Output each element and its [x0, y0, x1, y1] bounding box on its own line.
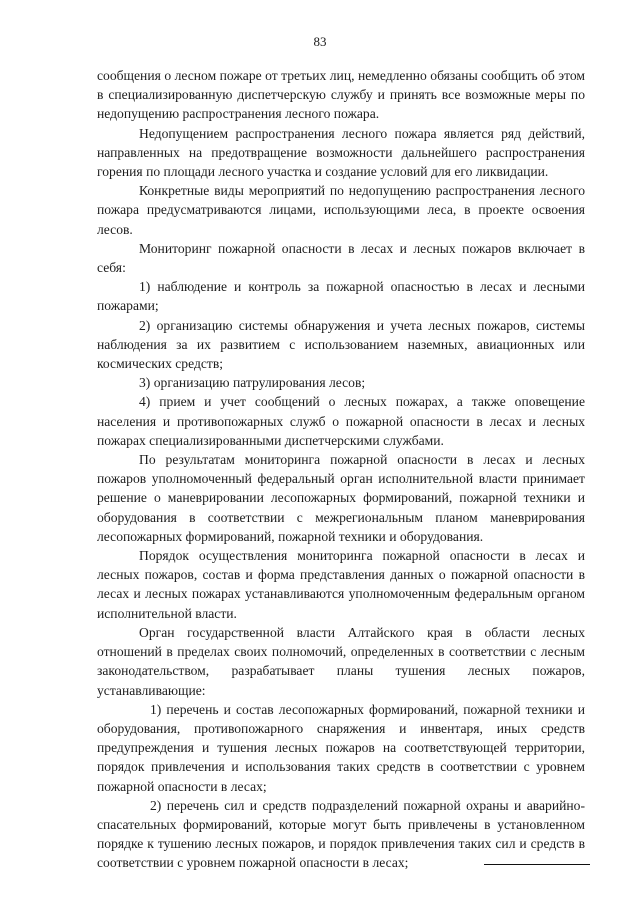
footer-rule: [484, 864, 590, 865]
list-item-monitoring-4: 4) прием и учет сообщений о лесных пожарах, а также оповещение населения и противопожарных служб о пожарной опасности в лесах и лесных пожарах специализированными диспетчерскими службами.: [97, 394, 585, 448]
list-item-plans-2: 2) перечень сил и средств подразделений пожарной охраны и аварийно-спасательных формирований, которые могут быть привлечены в установленном порядке к тушению лесных пожаров, и порядок привлечения таких сил и средств в соответствии с уровнем пожарной опасности в лесах;: [97, 797, 585, 871]
paragraph-fire-spread-prevention: Недопущением распространения лесного пожара является ряд действий, направленных на предотвращение возможности дальнейшего распространения горения по площади лесного участка и создание условий для его ликвидации.: [97, 125, 585, 180]
document-body: [97, 66, 585, 873]
paragraph-monitoring-includes: Мониторинг пожарной опасности в лесах и лесных пожаров включает в себя:: [97, 240, 585, 276]
paragraph-specific-measures: Конкретные виды мероприятий по недопущению распространения лесного пожара предусматриваются лицами, использующими леса, в проекте освоения лесов.: [97, 183, 585, 237]
page-number: 83: [313, 34, 327, 49]
list-item-monitoring-2: 2) организацию системы обнаружения и учета лесных пожаров, системы наблюдения за их развитием с использованием наземных, авиационных или космических средств;: [97, 317, 585, 372]
list-item-monitoring-1: 1) наблюдение и контроль за пожарной опасностью в лесах и лесными пожарами;: [97, 279, 585, 314]
list-item-monitoring-3: 3) организацию патрулирования лесов;: [139, 375, 366, 391]
paragraph-fire-report-continuation: сообщения о лесном пожаре от третьих лиц, немедленно обязаны сообщить об этом в специализированную диспетчерскую службу и принять все возможные меры по недопущению распространения лесного пожара.: [97, 68, 585, 122]
paragraph-monitoring-results: По результатам мониторинга пожарной опасности в лесах и лесных пожаров уполномоченный федеральный орган исполнительной власти принимает решение о маневрировании лесопожарных формирований, пожарной техники и оборудования в соответствии с межрегиональным планом маневрирования лесопожарных формирований, пожарной техники и оборудования.: [97, 452, 585, 544]
paragraph-regional-authority-plans: Орган государственной власти Алтайского края в области лесных отношений в пределах своих полномочий, определенных в соответствии с лесным законодательством, разрабатывает планы тушения лесных пожаров, устанавливающие:: [97, 624, 585, 698]
paragraph-monitoring-procedure: Порядок осуществления мониторинга пожарной опасности в лесах и лесных пожаров, состав и форма представления данных о пожарной опасности в лесах и лесных пожарах устанавливаются уполномоченным федеральным органом исполнительной власти.: [97, 548, 585, 621]
list-item-plans-1: 1) перечень и состав лесопожарных формирований, пожарной техники и оборудования, противопожарного снаряжения и инвентаря, иных средств предупреждения и тушения лесных пожаров на соответствующей территории, порядок привлечения и использования таких средств в соответствии с уровнем пожарной опасности в лесах;: [97, 701, 585, 794]
